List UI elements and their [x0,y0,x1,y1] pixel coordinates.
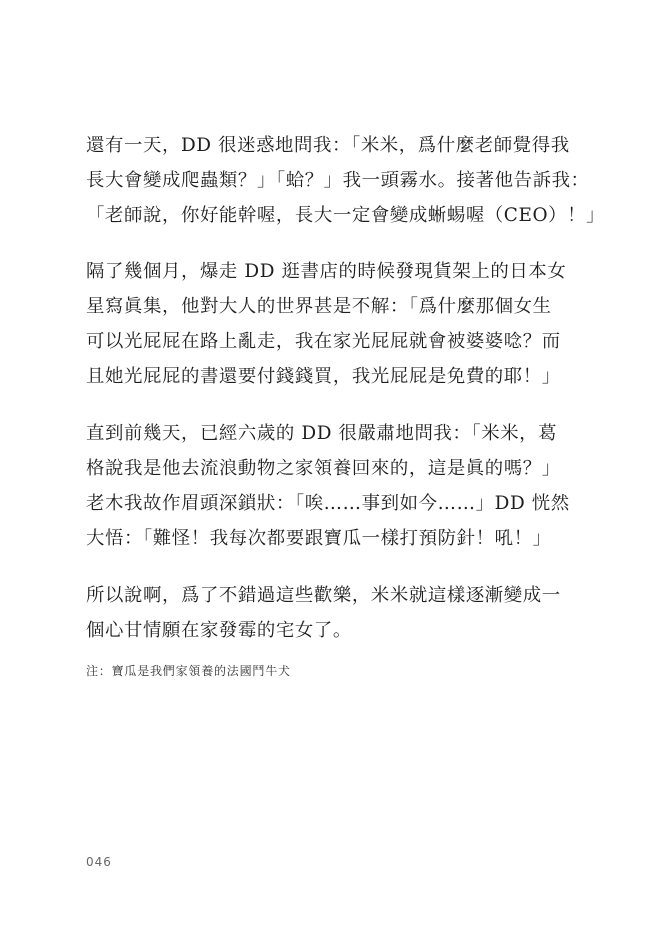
paragraph-4-line-2: 個心甘情願在家發霉的宅女了。 [86,620,352,641]
page-number: 046 [86,855,112,869]
paragraph-1-line-1: 還有一天，DD 很迷惑地問我：「米米，爲什麼老師覺得我 [86,135,570,156]
paragraph-3-line-4: 大悟：「難怪！我每次都要跟寶瓜一樣打預防針！吼！」 [86,528,552,549]
paragraph-3-line-1: 直到前幾天，已經六歲的 DD 很嚴肅地問我：「米米，葛 [86,423,558,444]
paragraph-2-line-2: 星寫眞集，他對大人的世界甚是不解：「爲什麼那個女生 [86,296,552,317]
paragraph-2-line-1: 隔了幾個月，爆走 DD 逛書店的時候發現貨架上的日本女 [86,261,567,282]
footnote: 注：寶瓜是我們家領養的法國鬥牛犬 [86,664,291,678]
paragraph-2-line-3: 可以光屁屁在路上亂走，我在家光屁屁就會被婆婆唸？而 [86,331,561,352]
paragraph-3-line-3: 老木我故作眉頭深鎖狀：「唉……事到如今……」DD 恍然 [86,493,570,514]
paragraph-1-line-2: 長大會變成爬蟲類？」「蛤？」我一頭霧水。接著他告訴我： [86,170,590,191]
paragraph-2-line-4: 且她光屁屁的書還要付錢錢買，我光屁屁是免費的耶！」 [86,366,561,387]
paragraph-3-line-2: 格說我是他去流浪動物之家領養回來的，這是眞的嗎？」 [86,458,561,479]
paragraph-1-line-3: 「老師說，你好能幹喔，長大一定會變成蜥蜴喔（CEO）！」 [86,205,606,226]
paragraph-4-line-1: 所以說啊，爲了不錯過這些歡樂，米米就這樣逐漸變成一 [86,585,561,606]
